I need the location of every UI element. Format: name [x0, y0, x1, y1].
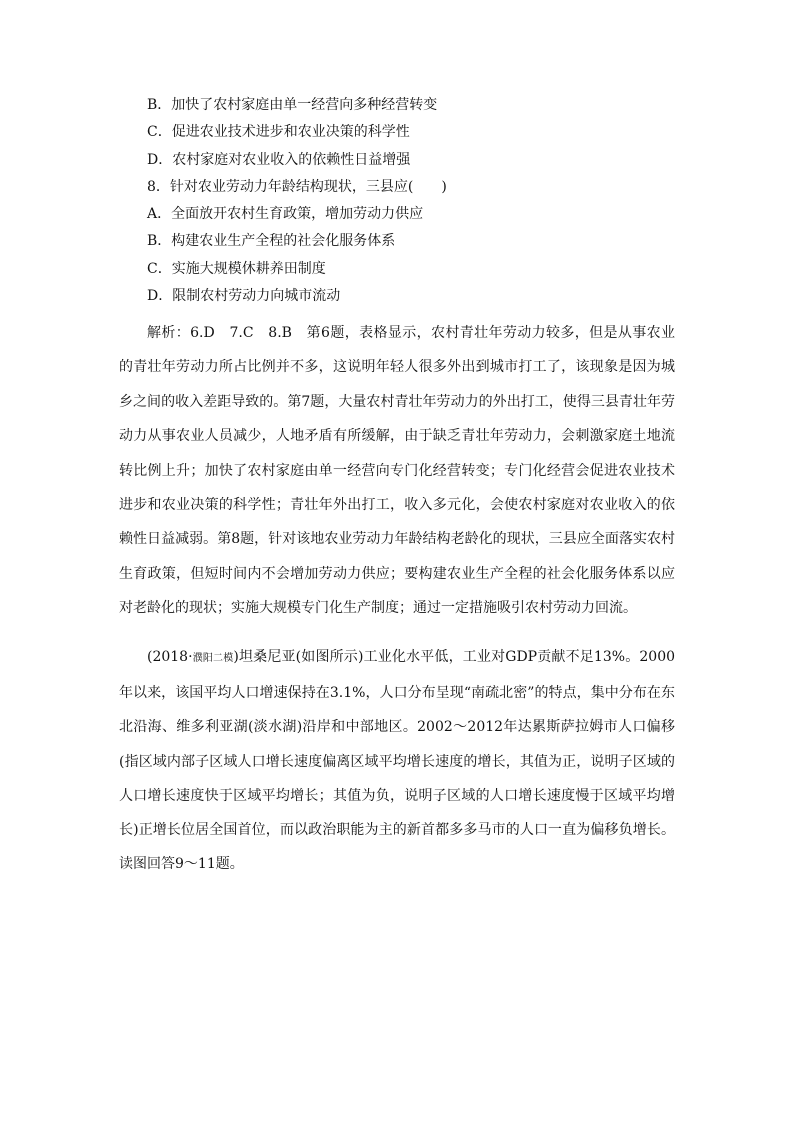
- q8-option-a: A．全面放开农村生育政策，增加劳动力供应: [147, 206, 424, 222]
- q8-option-c: C．实施大规模休耕养田制度: [147, 261, 326, 277]
- q8-option-b: B．构建农业生产全程的社会化服务体系: [147, 233, 396, 249]
- q7-option-c: C．促进农业技术进步和农业决策的科学性: [147, 124, 410, 140]
- q8-stem: 8．针对农业劳动力年龄结构现状，三县应( ): [147, 179, 447, 195]
- q7-option-b: B．加快了农村家庭由单一经营向多种经营转变: [147, 97, 438, 113]
- material-text: )坦桑尼亚(如图所示)工业化水平低，工业对GDP贡献不足13%。2000年以来，该国平均人口增速保持在3.1%，人口分布呈现“南疏北密”的特点，集中分布在东北沿海、维多利亚湖(淡水湖)沿岸和中部地区。2002～2012年达累斯萨拉姆市人口偏移(指区域内部子区域人口增长速度偏离区域平均增长速度的增长，其值为正，说明子区域的人口增长速度快于区域平均增长；其值为负，说明子区域的人口增长速度慢于区域平均增长)正增长位居全国首位，而以政治职能为主的新首都多多马市的人口一直为偏移负增长。读图回答9～11题。: [119, 649, 676, 873]
- q8-option-d: D．限制农村劳动力向城市流动: [147, 288, 341, 304]
- material-paragraph: [119, 640, 675, 881]
- material-source: 濮阳二模: [192, 653, 234, 664]
- material-year: (2018·: [147, 649, 193, 665]
- answer-analysis: 解析：6.D 7.C 8.B 第6题，表格显示，农村青壮年劳动力较多，但是从事农业的青壮年劳动力所占比例并不多，这说明年轻人很多外出到城市打工了，该现象是因为城乡之间的收入差距导致的。第7题，大量农村青壮年劳动力的外出打工，使得三县青壮年劳动力从事农业人员减少，人地矛盾有所缓解，由于缺乏青壮年劳动力，会刺激家庭土地流转比例上升；加快了农村家庭由单一经营向专门化经营转变；专门化经营会促进农业技术进步和农业决策的科学性；青壮年外出打工，收入多元化，会使农村家庭对农业收入的依赖性日益减弱。第8题，针对该地农业劳动力年龄结构老龄化的现状，三县应全面落实农村生育政策，但短时间内不会增加劳动力供应；要构建农业生产全程的社会化服务体系以应对老龄化的现状；实施大规模专门化生产制度；通过一定措施吸引农村劳动力回流。: [119, 325, 675, 617]
- q7-option-d: D．农村家庭对农业收入的依赖性日益增强: [147, 152, 411, 168]
